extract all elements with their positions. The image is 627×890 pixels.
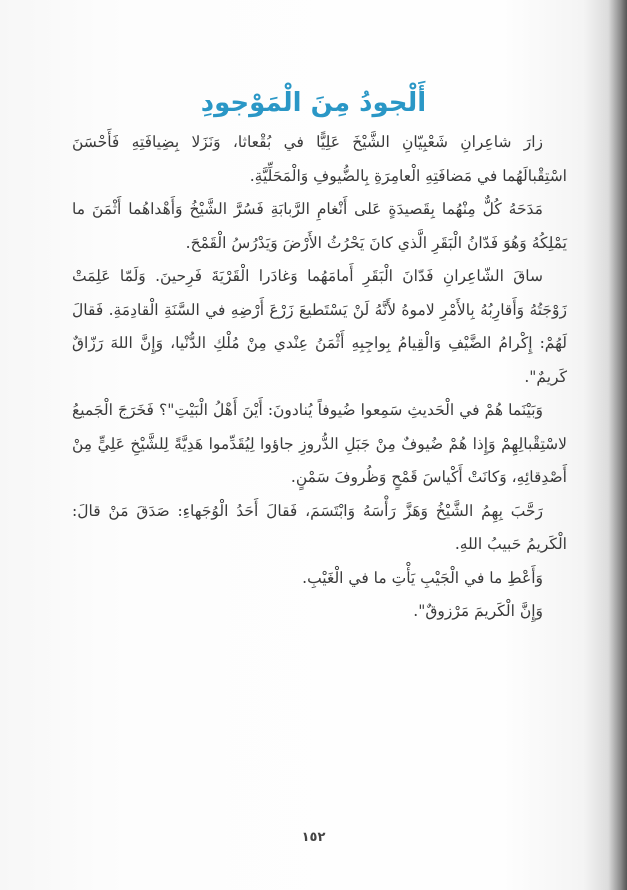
page-number: ١٥٢ xyxy=(301,830,326,845)
paragraph-2: مَدَحَهُ كُلٌّ مِنْهُما بِقَصيدَةٍ عَلى أَنْغامِ الرَّبابَةِ فَسُرَّ الشَّيْخُ وَأَهْداهُما أَثْمَنَ ما يَمْلِكُهُ وَهُوَ فَدّانُ الْبَقَرِ الَّذي كانَ يَحْرُثُ الأَرْضَ وَيَدْرُسُ الْقَمْحَ. xyxy=(72,200,567,252)
paragraph-1: زارَ شاعِرانِ شَعْبِيّانِ الشَّيْخَ عَلِيًّا في بُقْعاثا، وَنَزَلا بِضِيافَتِهِ فَأَحْسَنَ اسْتِقْبالَهُما في مَضافَتِهِ الْعامِرَةِ بِالضُّيوفِ وَالْمَحَلِّيَّةِ. xyxy=(72,133,567,185)
verse-line-2: وَإِنَّ الْكَريمَ مَرْزوقٌ". xyxy=(413,602,543,620)
verse-line-1: وَأَعْطِ ما في الْجَيْبِ يَأْتِ ما في الْغَيْبِ. xyxy=(302,568,543,587)
story-body xyxy=(72,126,567,629)
page-title: أَلْجودُ مِنَ الْمَوْجودِ xyxy=(200,88,427,119)
paragraph-5: رَحَّبَ بِهِمُ الشَّيْخُ وَهَزَّ رَأْسَهُ وَابْتَسَمَ، فَقالَ أَحَدُ الْوُجَهاءِ: صَدَقَ مَنْ قالَ: الْكَريمُ حَبيبُ اللهِ. xyxy=(72,501,567,553)
paragraph-3: ساقَ الشّاعِرانِ فَدّانَ الْبَقَرِ أَمامَهُما وَغادَرا الْقَرْيَةَ فَرِحينَ. وَلَمّا عَلِمَتْ زَوْجَتُهُ وَأَقارِبُهُ بِالأَمْرِ لاموهُ لأَنَّهُ لَنْ يَسْتَطيعَ زَرْعَ أَرْضِهِ في السَّنَةِ الْقادِمَةِ. فَقالَ لَهُمْ: إِكْرامُ الضَّيْفِ وَالْقِيامُ بِواجِبِهِ أَثْمَنُ عِنْدي مِنْ مُلْكِ الدُّنْيا، وَإِنَّ اللهَ رَزّاقٌ كَريمٌ". xyxy=(72,267,567,386)
paragraph-4: وَبَيْنَما هُمْ في الْحَديثِ سَمِعوا ضُيوفاً يُنادونَ: أَيْنَ أَهْلُ الْبَيْتِ"؟ فَخَرَجَ الْجَميعُ لاسْتِقْبالِهِمْ وَإِذا هُمْ ضُيوفٌ مِنْ جَبَلِ الدُّروزِ جاؤوا لِيُقَدِّموا هَدِيَّةً لِلشَّيْخِ عَلِيٍّ مِنْ أَصْدِقائِهِ، وَكانَتْ أَكْياسَ قَمْحٍ وَظُروفَ سَمْنٍ. xyxy=(72,401,567,486)
